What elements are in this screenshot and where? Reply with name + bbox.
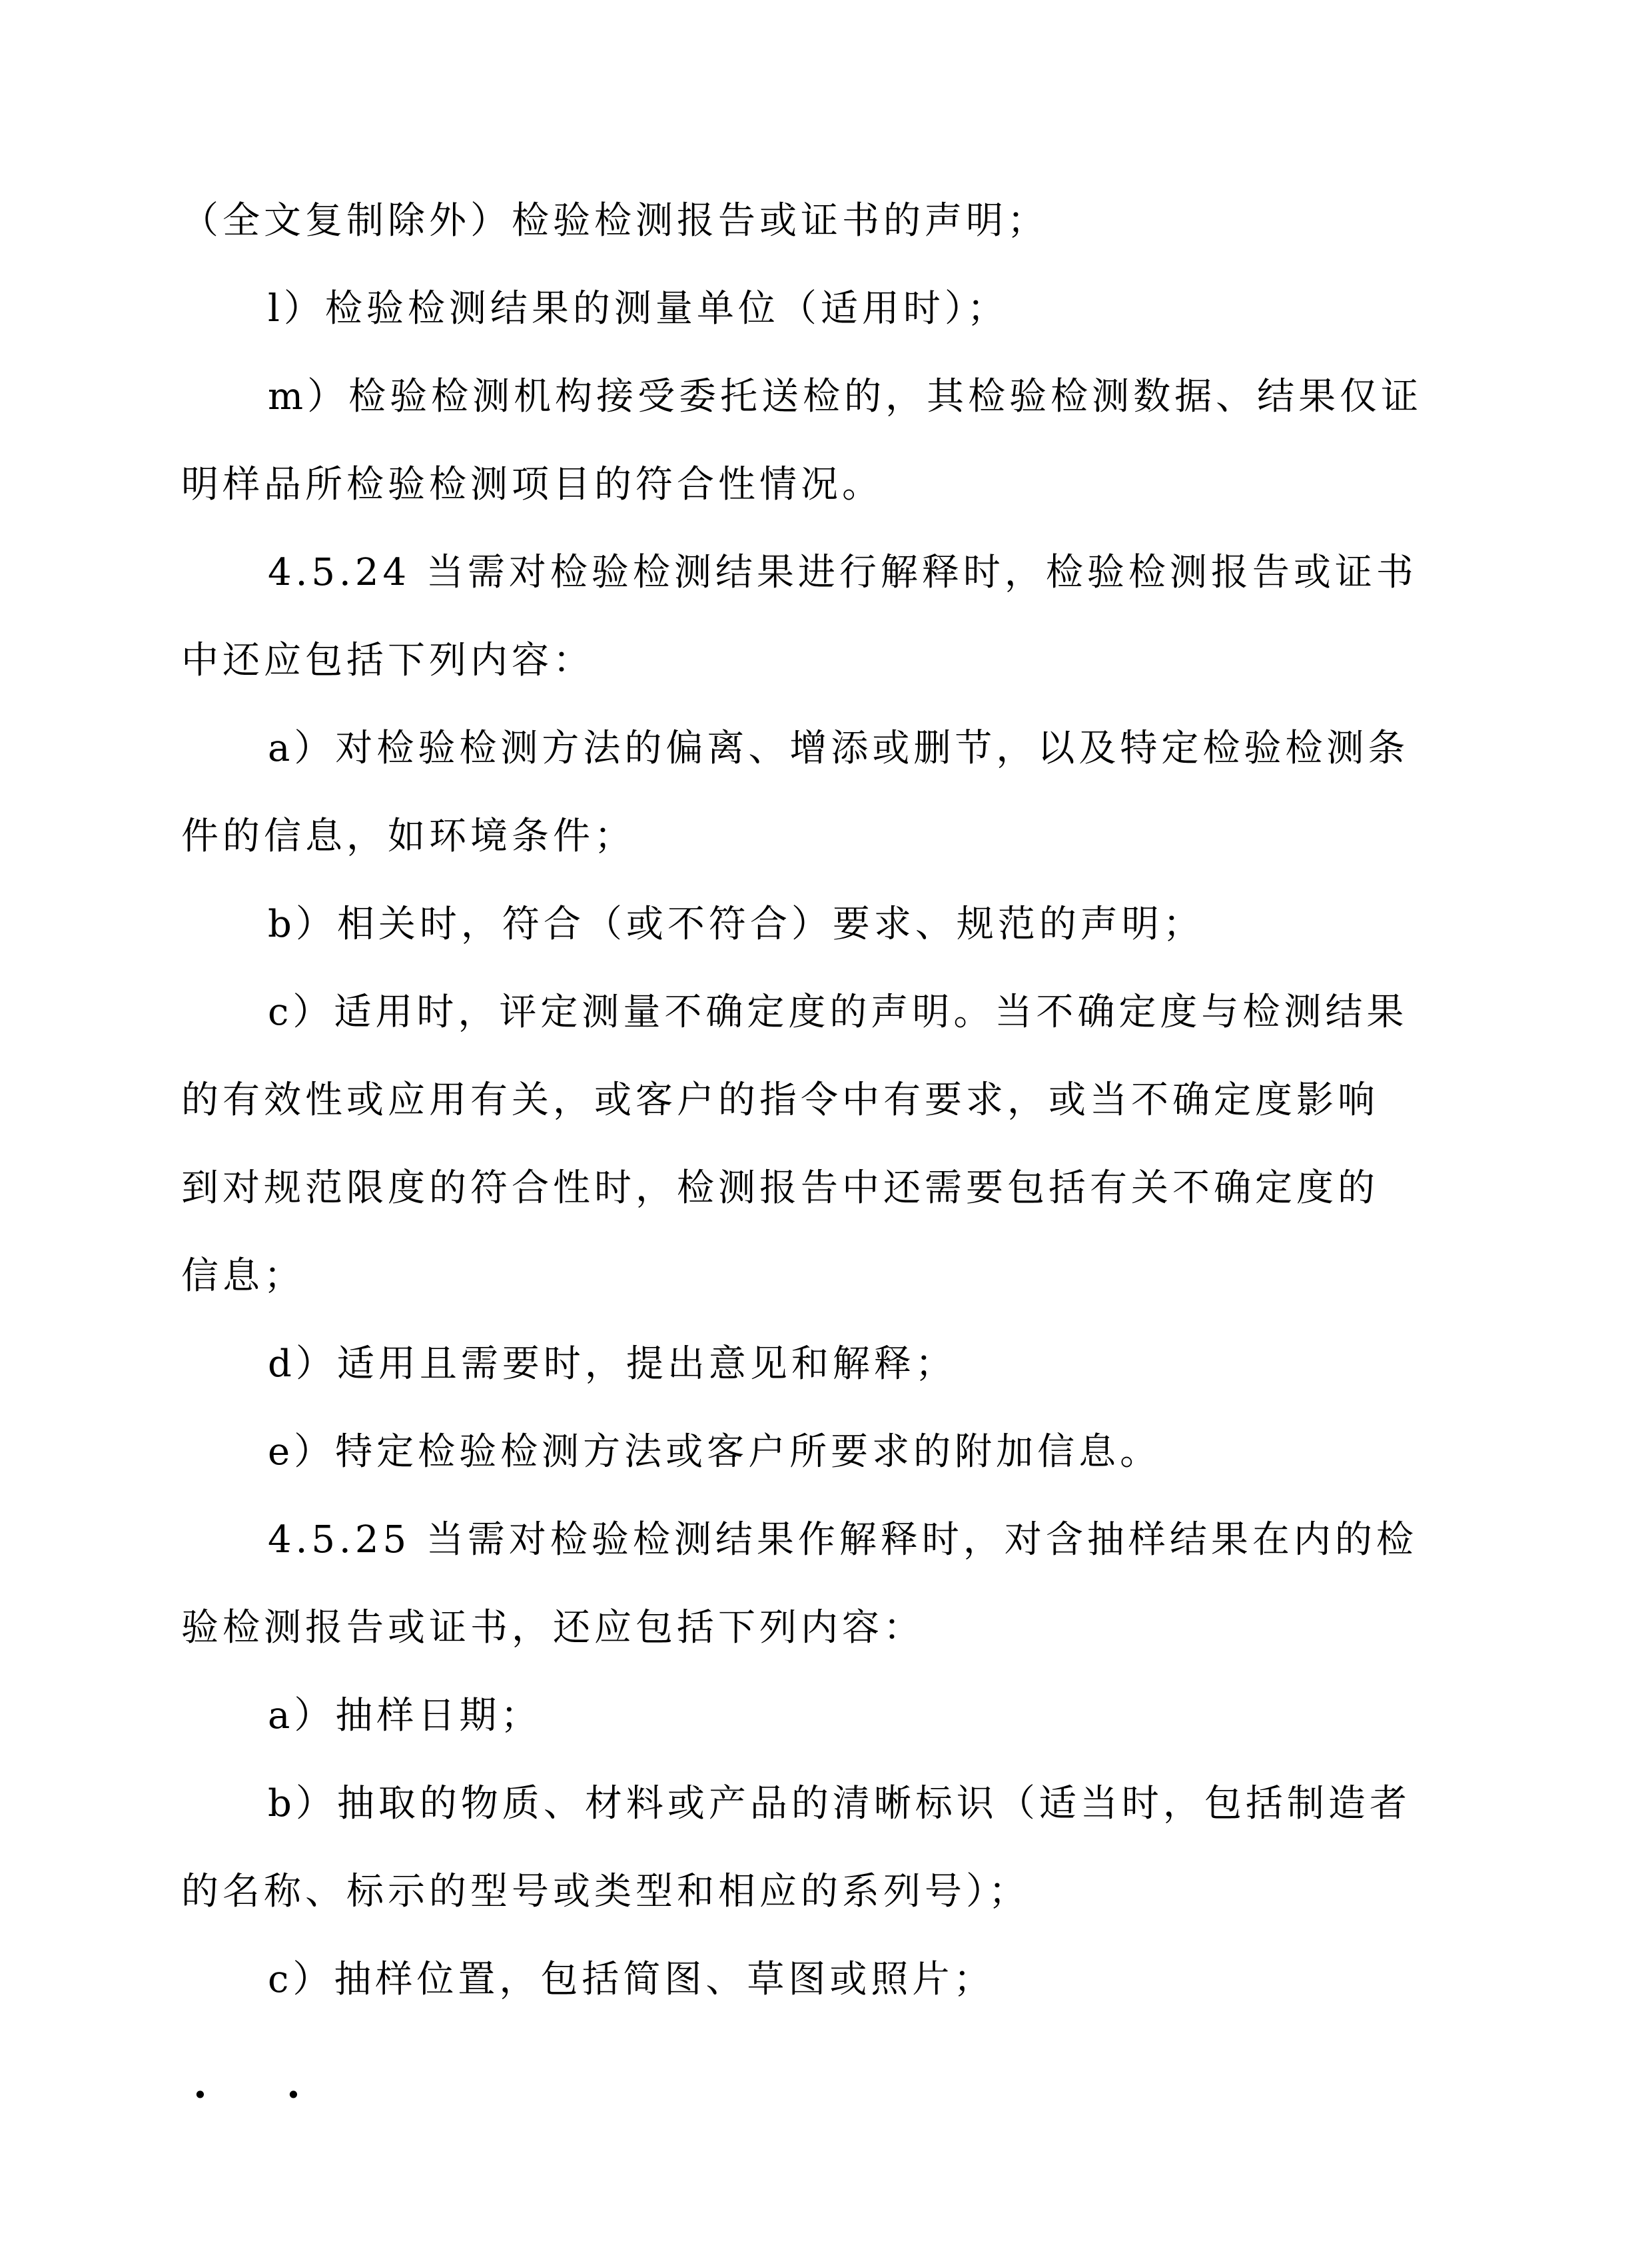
text-line: l）检验检测结果的测量单位（适用时）； [268,287,1009,330]
text-line: d）适用且需要时，提出意见和解释； [268,1342,957,1386]
footer-dot: · [286,2072,300,2118]
text-line: a）对检验检测方法的偏离、增添或删节，以及特定检验检测条 [268,727,1410,770]
text-line: a）抽样日期； [268,1694,542,1737]
text-line: 4.5.24 当需对检验检测结果进行解释时，检验检测报告或证书 [268,551,1418,594]
text-line: 件的信息，如环境条件； [181,815,635,858]
text-line: 的名称、标示的型号或类型和相应的系列号）； [181,1870,1030,1913]
text-line: 明样品所检验检测项目的符合性情况。 [181,463,883,506]
text-line: m）检验检测机构接受委托送检的，其检验检测数据、结果仅证 [268,375,1423,418]
text-line: 的有效性或应用有关，或客户的指令中有要求，或当不确定度影响 [181,1079,1379,1122]
text-line: c）适用时，评定测量不确定度的声明。当不确定度与检测结果 [268,991,1408,1034]
footer-dot: · [193,2072,207,2118]
text-line: e）特定检验检测方法或客户所要求的附加信息。 [268,1430,1162,1474]
text-line: （全文复制除外）检验检测报告或证书的声明； [181,199,1048,242]
text-line: 信息； [181,1254,305,1298]
text-line: c）抽样位置，包括简图、草图或照片； [268,1958,995,2001]
text-line: b）相关时，符合（或不符合）要求、规范的声明； [268,903,1204,946]
text-line: b）抽取的物质、材料或产品的清晰标识（适当时，包括制造者 [268,1782,1411,1825]
text-line: 验检测报告或证书，还应包括下列内容： [181,1606,925,1649]
text-line: 4.5.25 当需对检验检测结果作解释时，对含抽样结果在内的检 [268,1518,1418,1562]
text-line: 到对规范限度的符合性时，检测报告中还需要包括有关不确定度的 [181,1166,1379,1210]
text-line: 中还应包括下列内容： [181,639,594,682]
